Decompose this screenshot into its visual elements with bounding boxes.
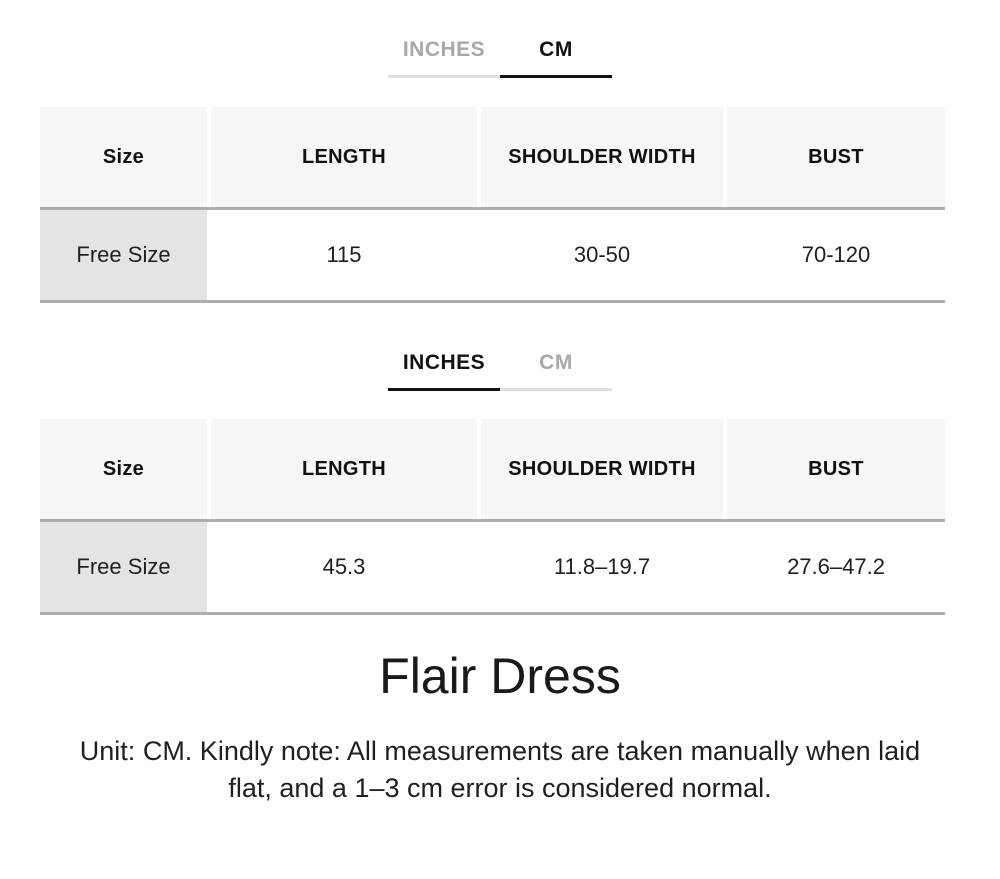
header-cell-shoulder-width: SHOULDER WIDTH (481, 419, 723, 519)
table-divider (40, 300, 945, 303)
cell-size-label: Free Size (40, 210, 207, 300)
table-header-row (40, 419, 945, 519)
header-cell-bust: BUST (727, 419, 945, 519)
cell-length-value: 45.3 (211, 522, 477, 612)
tab-inches[interactable]: INCHES (388, 38, 500, 78)
tab-cm[interactable]: CM (500, 351, 612, 391)
product-title: Flair Dress (379, 648, 621, 704)
table-row (40, 522, 945, 612)
header-cell-bust: BUST (727, 107, 945, 207)
cell-length-value: 115 (211, 210, 477, 300)
cell-bust-value: 27.6–47.2 (727, 522, 945, 612)
header-cell-size: Size (40, 107, 207, 207)
size-table-cm (40, 107, 945, 303)
table-header-row (40, 107, 945, 207)
cell-bust-value: 70-120 (727, 210, 945, 300)
cell-size-label: Free Size (40, 522, 207, 612)
header-cell-length: LENGTH (211, 419, 477, 519)
tab-inches[interactable]: INCHES (388, 351, 500, 391)
unit-toggle-cm-table (0, 38, 1000, 78)
measurement-note-line-2: flat, and a 1–3 cm error is considered normal. (228, 773, 772, 803)
table-divider (40, 612, 945, 615)
cell-shoulder-width-value: 30-50 (481, 210, 723, 300)
measurement-note-line-1: Unit: CM. Kindly note: All measurements are taken manually when laid (79, 736, 921, 766)
measurement-note (0, 733, 1000, 807)
tab-cm[interactable]: CM (500, 38, 612, 78)
header-cell-shoulder-width: SHOULDER WIDTH (481, 107, 723, 207)
table-row (40, 210, 945, 300)
header-cell-size: Size (40, 419, 207, 519)
cell-shoulder-width-value: 11.8–19.7 (481, 522, 723, 612)
size-table-inches (40, 419, 945, 615)
unit-toggle-inches-table (0, 351, 1000, 391)
header-cell-length: LENGTH (211, 107, 477, 207)
